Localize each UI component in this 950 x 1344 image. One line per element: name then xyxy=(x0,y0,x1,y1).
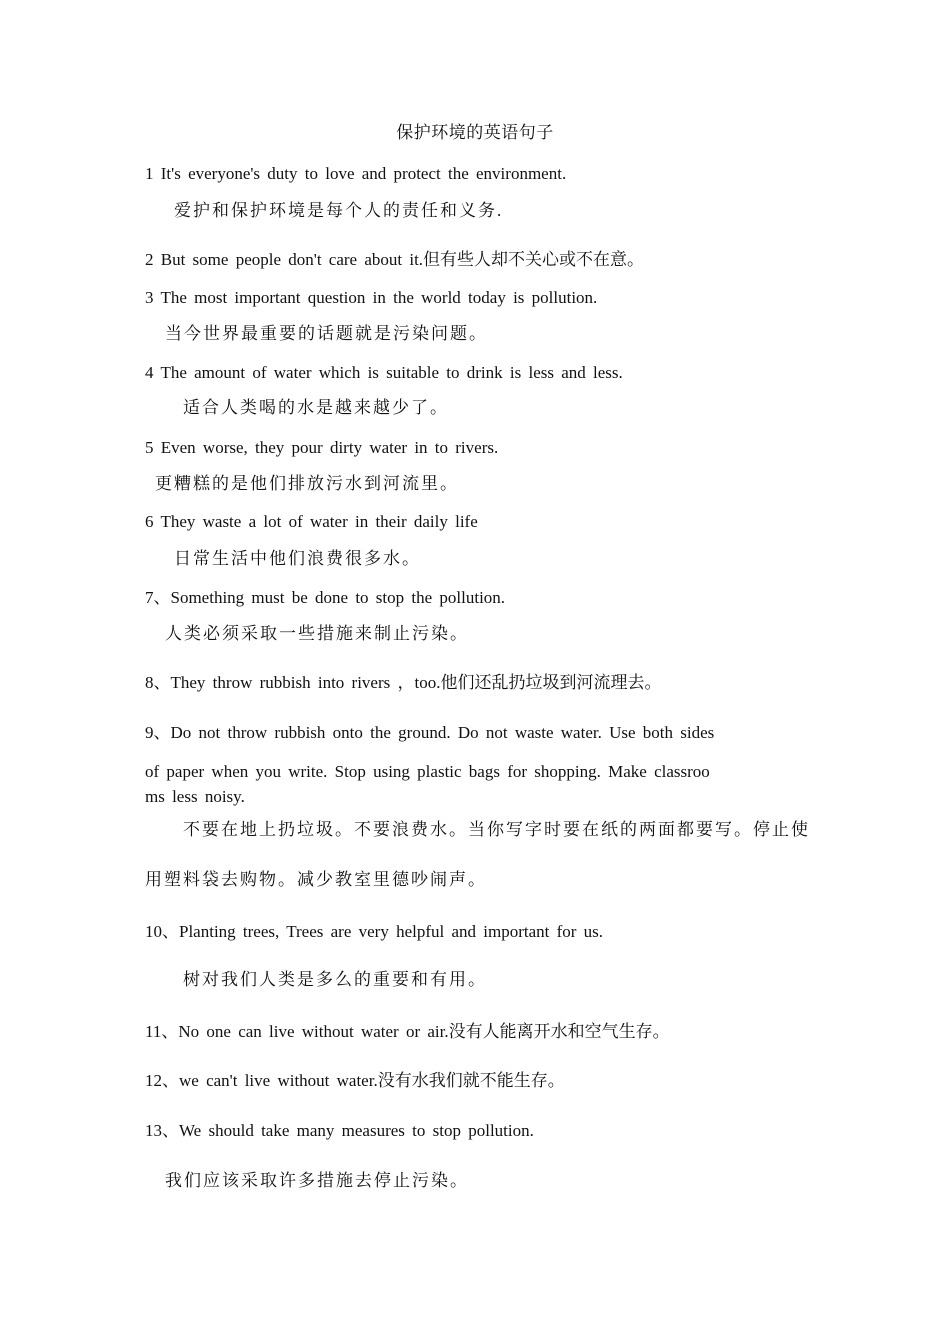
sentence-3-en: 3 The most important question in the world today is pollution. xyxy=(145,288,598,307)
sentence-8: 8、They throw rubbish into rivers ，too.他们还乱扔垃圾到河流理去。 xyxy=(145,673,662,692)
sentence-2: 2 But some people don't care about it.但有些人却不关心或不在意。 xyxy=(145,250,645,269)
sentence-1-en: 1 It's everyone's duty to love and protect the environment. xyxy=(145,164,567,183)
sentence-7-zh: 人类必须采取一些措施来制止污染。 xyxy=(165,624,469,643)
sentence-10-zh: 树对我们人类是多么的重要和有用。 xyxy=(183,970,487,989)
sentence-9-zh-line-1: 不要在地上扔垃圾。不要浪费水。当你写字时要在纸的两面都要写。停止使 xyxy=(183,820,810,839)
sentence-4-en: 4 The amount of water which is suitable to drink is less and less. xyxy=(145,363,623,382)
sentence-12: 12、we can't live without water.没有水我们就不能生存。 xyxy=(145,1071,565,1090)
sentence-13-zh: 我们应该采取许多措施去停止污染。 xyxy=(165,1171,469,1190)
sentence-9-en-line-2: of paper when you write. Stop using plastic bags for shopping. Make classroo xyxy=(145,762,710,781)
sentence-6-zh: 日常生活中他们浪费很多水。 xyxy=(174,549,421,568)
sentence-5-en: 5 Even worse, they pour dirty water in to rivers. xyxy=(145,438,499,457)
sentence-6-en: 6 They waste a lot of water in their daily life xyxy=(145,512,478,531)
sentence-9-en-line-1: 9、Do not throw rubbish onto the ground. Do not waste water. Use both sides xyxy=(145,723,715,742)
sentence-9-en-line-3: ms less noisy. xyxy=(145,787,245,806)
sentence-10-en: 10、Planting trees, Trees are very helpful and important for us. xyxy=(145,922,604,941)
sentence-7-en: 7、Something must be done to stop the pollution. xyxy=(145,588,506,607)
document-title: 保护环境的英语句子 xyxy=(396,123,554,143)
sentence-13-en: 13、We should take many measures to stop pollution. xyxy=(145,1121,534,1140)
sentence-1-zh: 爱护和保护环境是每个人的责任和义务. xyxy=(174,201,504,220)
sentence-4-zh: 适合人类喝的水是越来越少了。 xyxy=(183,398,449,417)
sentence-3-zh: 当今世界最重要的话题就是污染问题。 xyxy=(165,324,488,343)
sentence-5-zh: 更糟糕的是他们排放污水到河流里。 xyxy=(155,474,459,493)
sentence-11: 11、No one can live without water or air.没有人能离开水和空气生存。 xyxy=(145,1022,670,1041)
sentence-9-zh-line-2: 用塑料袋去购物。减少教室里德吵闹声。 xyxy=(145,870,487,889)
